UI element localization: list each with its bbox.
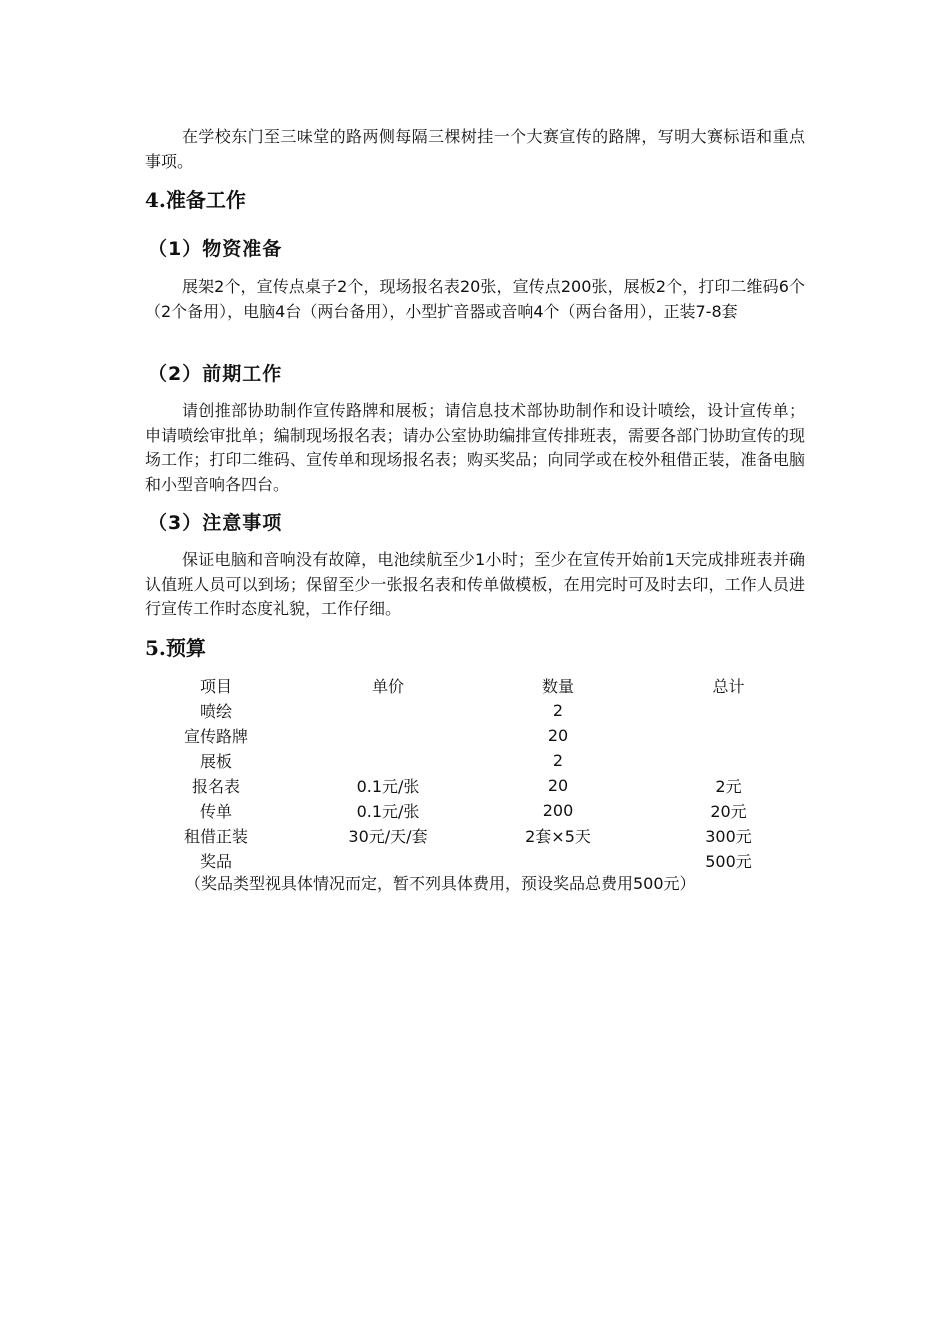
- cell-unit-price: [302, 848, 474, 873]
- cell-item: 奖品: [199, 852, 232, 871]
- cell-unit-price: 0.1元/张: [356, 802, 420, 821]
- materials-paragraph: 展架2个，宣传点桌子2个，现场报名表20张，宣传点200张，展板2个，打印二维码6个（2个备用），电脑4台（两台备用），小型扩音器或音响4个（两台备用），正装7-8套: [145, 277, 805, 321]
- header-quantity: 数量: [541, 677, 574, 696]
- cell-total: [642, 698, 815, 723]
- section-4-title: 4.准备工作: [145, 188, 246, 212]
- cell-item: 喷绘: [199, 702, 232, 721]
- preliminary-paragraph: 请创推部协助制作宣传路牌和展板；请信息技术部协助制作和设计喷绘，设计宣传单；申请喷绘审批单；编制现场报名表；请办公室协助编排宣传排班表，需要各部门协助宣传的现场工作；打印二维码、宣传单和现场报名表；购买奖品；向同学或在校外租借正装，准备电脑和小型音响各四台。: [145, 401, 805, 494]
- cell-total: 2元: [715, 777, 742, 796]
- cell-item: 展板: [199, 752, 232, 771]
- table-row: [130, 823, 815, 848]
- cell-unit-price: 30元/天/套: [348, 827, 428, 846]
- budget-table: [130, 673, 815, 873]
- cell-quantity: 2套×5天: [525, 827, 591, 846]
- subsection-materials-heading: （1）物资准备: [148, 238, 283, 260]
- section-5-title: 5.预算: [145, 636, 206, 660]
- cell-total: 20元: [710, 802, 747, 821]
- budget-note: （奖品类型视具体情况而定，暂不列具体费用，预设奖品总费用500元）: [185, 874, 696, 893]
- intro-paragraph: 在学校东门至三味堂的路两侧每隔三棵树挂一个大赛宣传的路牌，写明大赛标语和重点事项。: [145, 127, 805, 171]
- cell-unit-price: [302, 723, 474, 748]
- header-item: 项目: [199, 677, 232, 696]
- cell-quantity: 2: [552, 701, 564, 720]
- cell-total: [642, 723, 815, 748]
- header-unit-price: 单价: [371, 677, 404, 696]
- cell-item: 租借正装: [183, 827, 248, 846]
- cell-quantity: 20: [547, 726, 569, 745]
- table-row: [130, 723, 815, 748]
- budget-header-row: [130, 673, 815, 698]
- subsection-preliminary-heading: （2）前期工作: [148, 363, 283, 385]
- subsection-notes-heading: （3）注意事项: [148, 512, 283, 534]
- cell-unit-price: 0.1元/张: [356, 777, 420, 796]
- table-row: [130, 773, 815, 798]
- table-row: [130, 848, 815, 873]
- cell-item: 报名表: [191, 777, 240, 796]
- cell-quantity: 200: [542, 801, 574, 820]
- table-row: [130, 698, 815, 723]
- cell-quantity: [474, 848, 642, 873]
- cell-total: [642, 748, 815, 773]
- cell-quantity: 2: [552, 751, 564, 770]
- cell-unit-price: [302, 748, 474, 773]
- table-row: [130, 798, 815, 823]
- cell-quantity: 20: [547, 776, 569, 795]
- cell-item: 宣传路牌: [183, 727, 248, 746]
- cell-unit-price: [302, 698, 474, 723]
- header-total: 总计: [712, 677, 745, 696]
- table-row: [130, 748, 815, 773]
- cell-item: 传单: [199, 802, 232, 821]
- notes-paragraph: 保证电脑和音响没有故障，电池续航至少1小时；至少在宣传开始前1天完成排班表并确认值班人员可以到场；保留至少一张报名表和传单做模板，在用完时可及时去印，工作人员进行宣传工作时态度礼貌，工作仔细。: [145, 550, 805, 618]
- cell-total: 300元: [705, 827, 752, 846]
- cell-total: 500元: [705, 852, 752, 871]
